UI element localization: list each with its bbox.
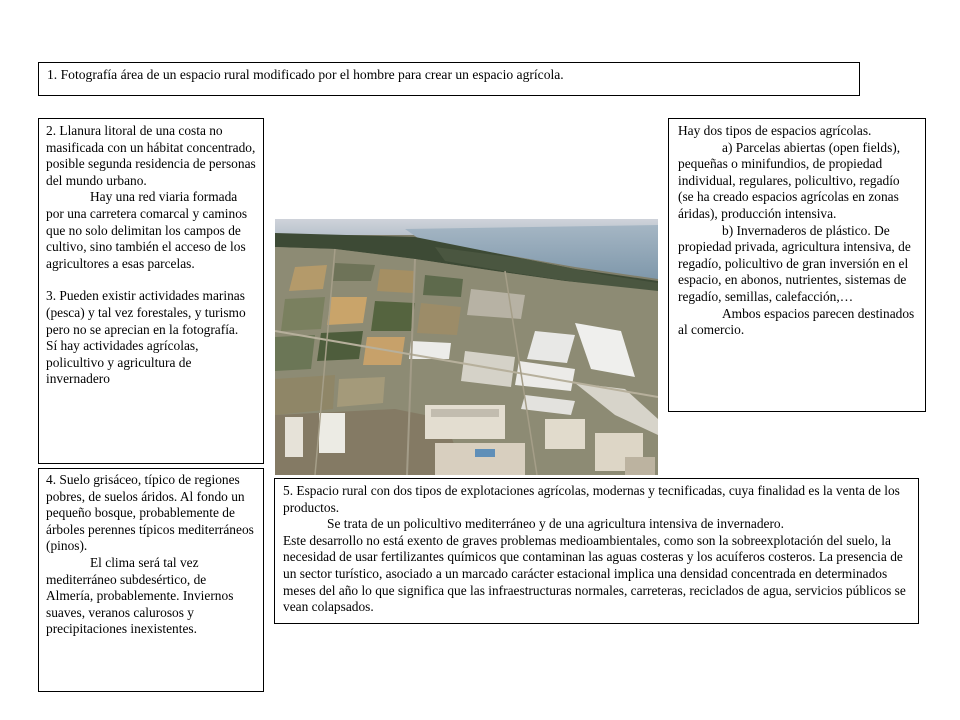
box5-paragraph-2: Se trata de un policultivo mediterráneo y de una agricultura intensiva de invernadero. [327,516,784,532]
box2-paragraph-1: 2. Llanura litoral de una costa no masificada con un hábitat concentrado, posible segunda residencia de personas del mundo urbano. [46,123,256,188]
box3-paragraph-1: Hay dos tipos de espacios agrícolas. [678,123,872,138]
box4-paragraph-1: 4. Suelo grisáceo, típico de regiones pobres, de suelos áridos. Al fondo un pequeño bosque, probablemente de árboles perennes típicos mediterráneos (pinos). [46,472,254,554]
paragraph-gap [46,272,256,288]
aerial-photograph [275,219,658,475]
rural-space-summary-box [274,478,919,624]
box5-paragraph-3: Este desarrollo no está exento de graves problemas medioambientales, como son la sobreexplotación del suelo, la necesidad de usar fertilizantes químicos que contaminan las aguas costeras y los acuíferos costeros. La presencia de un sector turístico, asociado a un marcado carácter estacional implica una densidad concentrada en determinados meses del año lo que significa que las infraestructuras normales, carreteras, reciclados de agua, servicios públicos se vean colapsados. [283,532,906,615]
box5-paragraph-1: 5. Espacio rural con dos tipos de explotaciones agrícolas, modernas y tecnificadas, cuya finalidad es la venta de los productos. [283,483,900,515]
caption-box-1 [38,62,860,96]
box3-paragraph-3: b) Invernaderos de plástico. De propiedad privada, agricultura intensiva, de regadío, policultivo de gran inversión en el espacio, en abonos, nutrientes, sistemas de regadío, semillas, calefacción,… [678,222,911,304]
soil-climate-box [38,468,264,692]
box3-paragraph-4: Ambos espacios parecen destinados al comercio. [678,305,915,338]
aerial-photo-image [275,219,658,475]
box2-paragraph-2: Hay una red viaria formada por una carretera comarcal y caminos que no solo delimitan los campos de cultivo, sino también el acceso de los agricultores a esas parcelas. [46,189,248,271]
box3-paragraph-2: a) Parcelas abiertas (open fields), pequeñas o minifundios, de propiedad individual, regulares, policultivo, regadío (se ha creado espacios agrícolas en zonas áridas), producción intensiva. [678,139,901,221]
box2-paragraph-4: Sí hay actividades agrícolas, policultivo y agricultura de invernadero [46,338,199,387]
analysis-box-2-3 [38,118,264,464]
box4-paragraph-2: El clima será tal vez mediterráneo subdesértico, de Almería, probablemente. Inviernos suaves, veranos calurosos y precipitaciones inexistentes. [46,554,234,637]
caption-1-text: 1. Fotografía área de un espacio rural modificado por el hombre para crear un espacio agrícola. [47,67,564,82]
box2-paragraph-3: 3. Pueden existir actividades marinas (pesca) y tal vez forestales, y turismo pero no se aprecian en la fotografía. [46,288,246,337]
agricultural-spaces-box [668,118,926,412]
